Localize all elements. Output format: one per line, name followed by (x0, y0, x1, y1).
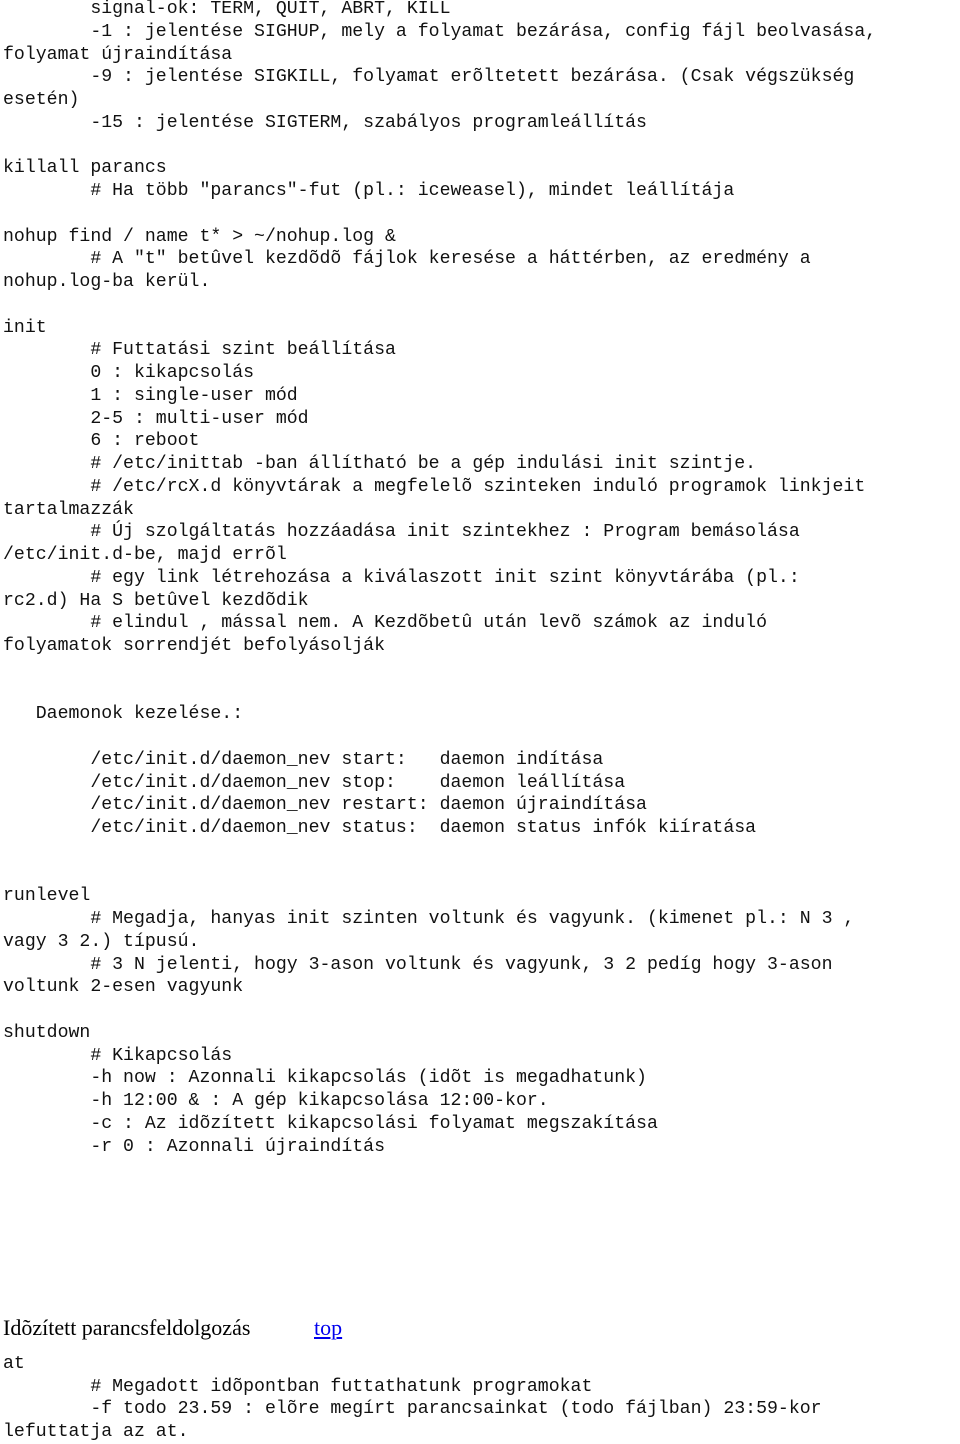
blank-line (3, 203, 958, 226)
text-line: # /etc/inittab -ban állítható be a gép indulási init szintje. (3, 454, 757, 474)
text-line: -c : Az idõzített kikapcsolási folyamat megszakítása (3, 1113, 658, 1134)
blank-line (3, 294, 958, 317)
text-line: # Új szolgáltatás hozzáadása init szintekhez : Program bemásolása (3, 522, 800, 543)
text-line: 1 : single-user mód (3, 385, 298, 406)
text-line: 0 : kikapcsolás (3, 363, 255, 383)
text-line: /etc/init.d/daemon_nev restart: daemon újraindítása (3, 795, 647, 816)
text-line: tartalmazzák (3, 499, 134, 520)
text-line: folyamat újraindítása (3, 44, 233, 65)
text-line: killall parancs (3, 158, 167, 179)
text-line: runlevel (3, 886, 91, 907)
blank-line (3, 681, 958, 704)
text-line: # Kikapcsolás (3, 1045, 233, 1066)
text-line: -h 12:00 & : A gép kikapcsolása 12:00-kor. (3, 1091, 549, 1111)
text-line: /etc/init.d-be, majd errõl (3, 545, 287, 565)
text-line: # Megadja, hanyas init szinten voltunk és vagyunk. (kimenet pl.: N 3 , (3, 909, 855, 929)
blank-line (3, 135, 958, 158)
text-line: # A "t" betûvel kezdõdõ fájlok keresése a háttérben, az eredmény a (3, 249, 811, 270)
text-line: folyamatok sorrendjét befolyásolják (3, 636, 385, 656)
text-line: nohup find / name t* > ~/nohup.log & (3, 226, 396, 247)
blank-line (3, 840, 958, 863)
text-line: -9 : jelentése SIGKILL, folyamat erõltetett bezárása. (Csak végszükség (3, 67, 855, 88)
document-text-block-2 (3, 1330, 958, 1444)
text-line: -h now : Azonnali kikapcsolás (idõt is megadhatunk) (3, 1068, 647, 1089)
top-link[interactable]: top (314, 1315, 343, 1340)
text-line: # Megadott idõpontban futtathatunk programokat (3, 1376, 593, 1397)
text-line: 6 : reboot (3, 431, 200, 452)
text-line: # egy link létrehozása a kiválaszott init szint könyvtárába (pl.: (3, 567, 800, 588)
text-line: nohup.log-ba kerül. (3, 272, 211, 292)
blank-line (3, 658, 958, 681)
text-line: lefuttatja az at. (3, 1422, 189, 1442)
text-line: -15 : jelentése SIGTERM, szabályos programleállítás (3, 112, 647, 133)
blank-line (3, 726, 958, 749)
text-line: # /etc/rcX.d könyvtárak a megfelelõ szinteken induló programok linkjeit (3, 476, 866, 497)
text-line: # 3 N jelenti, hogy 3-ason voltunk és vagyunk, 3 2 pedíg hogy 3-ason (3, 954, 833, 975)
text-line: -r 0 : Azonnali újraindítás (3, 1136, 385, 1157)
text-line: esetén) (3, 90, 80, 110)
text-line: init (3, 317, 47, 338)
text-line: /etc/init.d/daemon_nev stop: daemon leállítása (3, 772, 626, 793)
blank-line (3, 999, 958, 1022)
section-heading-title: Idõzített parancsfeldolgozás (3, 1315, 251, 1340)
text-line: at (3, 1353, 25, 1374)
blank-line (3, 1330, 958, 1353)
text-line: shutdown (3, 1022, 91, 1043)
text-line: Daemonok kezelése.: (3, 704, 244, 725)
text-line: -1 : jelentése SIGHUP, mely a folyamat bezárása, config fájl beolvasása, (3, 21, 877, 42)
text-line: # Ha több "parancs"-fut (pl.: iceweasel), mindet leállítája (3, 181, 735, 201)
text-line: vagy 3 2.) típusú. (3, 931, 200, 952)
blank-line (3, 863, 958, 886)
document-text-block-1 (3, 0, 958, 1158)
text-line: /etc/init.d/daemon_nev status: daemon status infók kiíratása (3, 818, 757, 838)
text-line: voltunk 2-esen vagyunk (3, 977, 244, 998)
text-line: # elindul , mással nem. A Kezdõbetû után levõ számok az induló (3, 613, 767, 634)
text-line: /etc/init.d/daemon_nev start: daemon indítása (3, 749, 604, 770)
text-line: rc2.d) Ha S betûvel kezdõdik (3, 590, 309, 611)
text-line: -f todo 23.59 : elõre megírt parancsainkat (todo fájlban) 23:59-kor (3, 1399, 822, 1420)
text-line: signal-ok: TERM, QUIT, ABRT, KILL (3, 0, 451, 19)
text-line: 2-5 : multi-user mód (3, 408, 309, 429)
text-line: # Futtatási szint beállítása (3, 340, 396, 361)
